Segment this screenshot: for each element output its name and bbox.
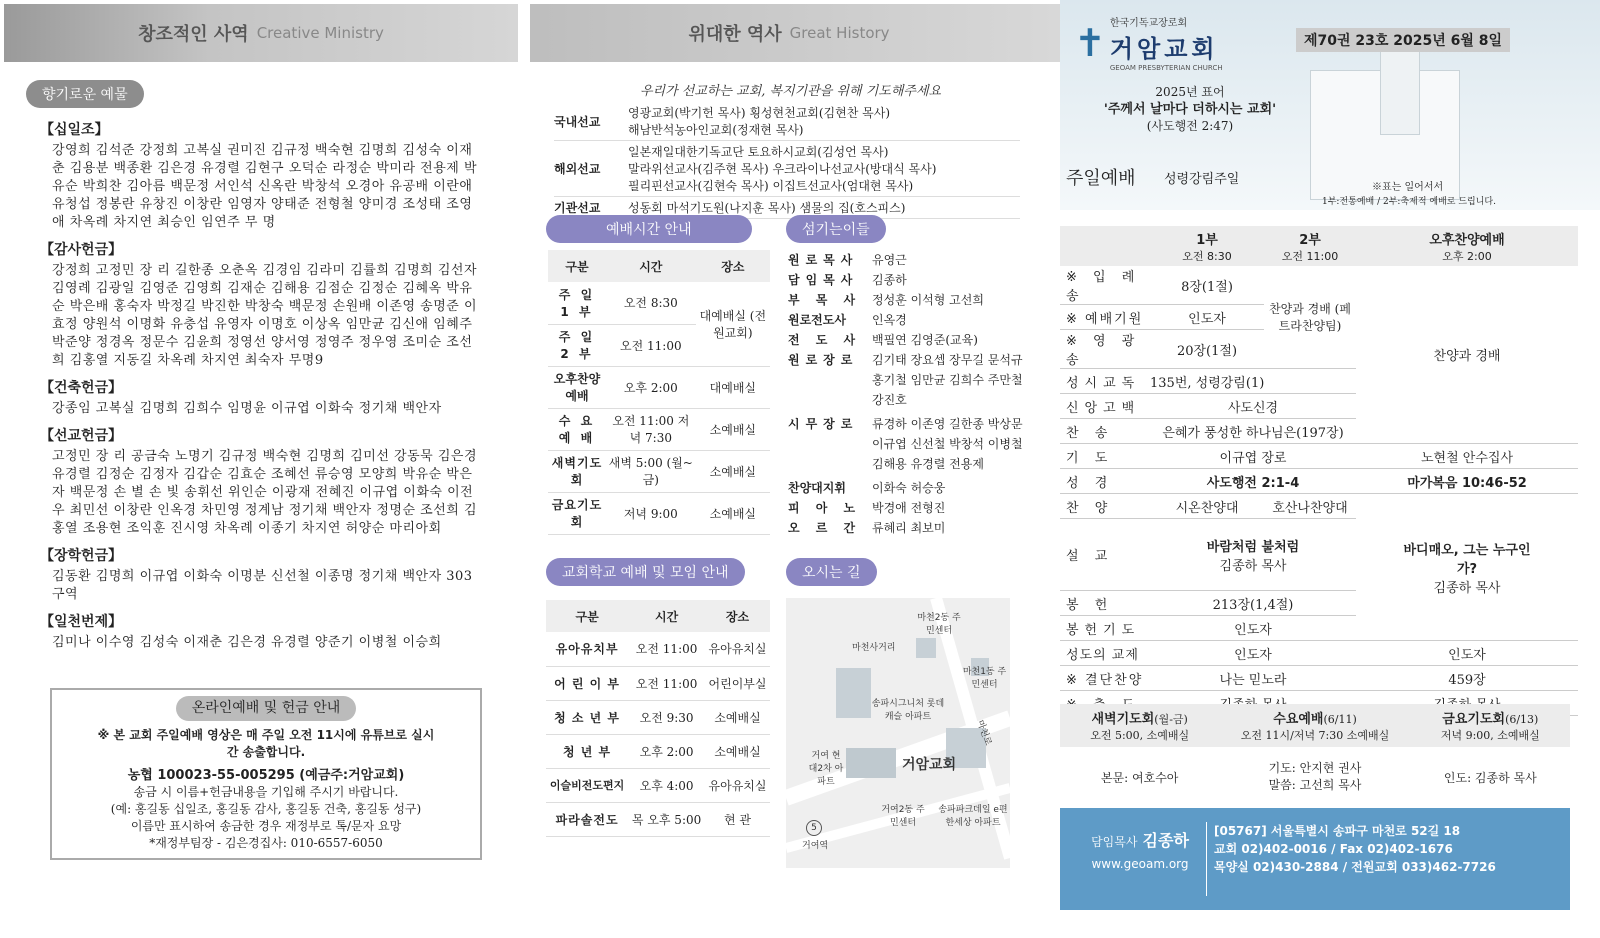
mission-label: 해외선교: [554, 162, 601, 176]
map-label: 거암교회: [902, 757, 957, 773]
staff-label: 전 도 사: [788, 333, 862, 347]
offering-section: [40, 119, 480, 232]
school-time: 목 오후 5:00: [628, 802, 705, 836]
header-ko: 위대한 역사: [688, 24, 782, 45]
issue-info: 제70권 23호 2025년 6월 8일: [1296, 28, 1510, 52]
offering-section-title: 【감사헌금】: [40, 242, 123, 258]
staff-value: 류혜리 최보미: [872, 521, 946, 535]
weekday-title: 수요예배: [1273, 712, 1324, 727]
worship-time: 오후 2:00: [606, 366, 696, 408]
note-stand: ※표는 일어서서: [1372, 182, 1444, 193]
col-time: 오전 8:30: [1182, 249, 1232, 263]
weekday-head: [1060, 704, 1219, 747]
staff-row: [788, 498, 1028, 518]
order-label: ※ 예배기원: [1060, 305, 1150, 330]
section-header: [530, 4, 1060, 62]
staff-row: [788, 250, 1028, 270]
offering-section: [40, 239, 480, 370]
worship-title: 예배시간 안내: [546, 215, 752, 243]
school-name: 청 년 부: [546, 734, 628, 768]
offering-names: 고정민 장 리 공금숙 노명기 김규정 백숙현 김명희 김미선 강동묵 김은경 유경렬 김정순 김정자 김갑순 김효순 조혜선 류승영 모양희 박유순 박은자 백문정 손 별 손 빛 송휘선 위인순 이광재 전혜진 이규엽 이화숙 이전우 최민선 이창란 인옥경 차민영 정계남 정기채 백안자 정명순 조선희 김홍열 조용현 조익훈 진시영 차옥례 이종기 차지연 허양순 마리아회: [52, 449, 478, 536]
sermon-am-preacher: 김종하 목사: [1219, 558, 1287, 574]
weekday-title: 새벽기도회: [1091, 712, 1155, 727]
mission-lines: [628, 199, 905, 216]
col-afternoon: [1356, 226, 1578, 266]
worship-name: 주 일 1 부: [548, 282, 606, 324]
map-label: 송파파크데일 e편한세상 아파트: [938, 805, 1008, 828]
staff-value: 김종하: [872, 273, 907, 287]
col-1bu: [1150, 226, 1264, 266]
map-label: 거여역: [802, 841, 829, 851]
panel-bulletin: [1060, 0, 1600, 938]
motto-ref: (사도행전 2:47): [1146, 119, 1234, 133]
logo-text: [1110, 14, 1223, 72]
staff-row: [788, 414, 1028, 474]
col-2bu: [1264, 226, 1356, 266]
online-line4: *재정부팀장 - 김은경집사: 010-6557-6050: [149, 836, 383, 850]
staff-value: 인옥경: [872, 313, 907, 327]
sermon-am: [1150, 519, 1356, 591]
offering-names: 강정희 고정민 장 리 길한종 오춘옥 김경임 김라미 김률희 김명희 김선자 김영례 김광일 김영준 김영희 김재순 김해용 김점순 김정순 김혜옥 박유순 박은배 홍숙자 박정길 박진한 박창숙 백문정 손원배 이존영 송명준 이효정 양원석 이명화 유충섭 유영자 이명호 이상옥 임만균 김신애 임혜주 박준양 정경옥 정문수 김윤희 정영선 양서영 정영주 정우영 조미순 조선희 김홍열 지동길 차옥례 차지연 최숙자 무명9: [52, 263, 478, 368]
school-name: 청 소 년 부: [546, 700, 628, 734]
worship-place: 대예배실: [696, 366, 770, 408]
order-value-pm: 마가복음 10:46-52: [1356, 469, 1578, 494]
order-value: 135번, 성령강림(1): [1150, 369, 1356, 394]
weekday-head: [1411, 704, 1570, 747]
worship-place: 소예배실: [696, 408, 770, 450]
weekday-info: 기도: 안지현 권사: [1268, 761, 1362, 775]
mission-row: [554, 102, 1020, 141]
school-time: 오전 11:00: [628, 666, 705, 700]
offering-names: 강영희 김석준 강정희 고복실 권미진 김규정 백숙현 김명희 김성숙 이재춘 김용분 백종환 김은경 유경렬 김현구 오덕순 라정순 박미라 전용제 박유순 박희찬 김아름 백문정 서인석 신옥란 박창석 오경아 유공배 이란애 유청섭 정봉란 유창진 이창란 임영자 양태준 전형철 양미경 조성태 조영애 차옥례 차지연 최승인 임연주 무 명: [52, 143, 478, 230]
order-value: 은혜가 풍성한 하나님은(197장): [1150, 419, 1356, 444]
logo-small: 한국기독교장로회: [1109, 18, 1188, 29]
weekday-info: 본문: 여호수아: [1100, 771, 1179, 785]
school-place: 소예배실: [705, 700, 770, 734]
mission-line: 필리핀선교사(김현숙 목사) 이집트선교사(엄대현 목사): [628, 179, 914, 193]
col-title: 오후찬양예배: [1429, 232, 1505, 248]
col-title: 1부: [1196, 232, 1218, 248]
note-style: 1부:전통예배 / 2부:축제적 예배로 드립니다.: [1322, 197, 1496, 207]
map-label: 마천로: [974, 719, 993, 747]
order-value-pm: 459장: [1356, 666, 1578, 691]
school-name: 파라솔전도: [546, 802, 628, 836]
offering-section-title: 【일천번제】: [40, 614, 123, 630]
weekday-days: (월-금): [1154, 713, 1188, 726]
order-label: 신앙고백: [1060, 394, 1150, 419]
sermon-pm-preacher: 김종하 목사: [1433, 580, 1501, 596]
order-label: 찬 양: [1060, 494, 1150, 519]
offering-section: [40, 611, 480, 652]
worship-time: 오전 8:30: [606, 282, 696, 324]
map-label: 마천1동 주민센터: [962, 667, 1007, 690]
afternoon-merge: 찬양과 경배: [1356, 266, 1578, 444]
col-time: 오전 11:00: [1281, 249, 1339, 263]
order-value: 시온찬양대: [1150, 494, 1264, 519]
mission-line: 일본재일대한기독교단 토요하시교회(김성언 목사): [628, 145, 889, 159]
worship-table: [548, 250, 770, 535]
map-label: 거여2동 주민센터: [881, 805, 925, 828]
school-name: 유아유치부: [546, 632, 628, 666]
mission-row: [554, 141, 1020, 197]
motto-text: '주께서 날마다 더하시는 교회': [1103, 102, 1277, 117]
worship-name: 오후찬양예배: [548, 366, 606, 408]
service-title: 주일예배: [1066, 168, 1136, 189]
offering-section: [40, 377, 480, 418]
staff-row: [788, 478, 1028, 498]
order-value: 사도신경: [1150, 394, 1356, 419]
mission-line: 해남반석농아인교회(정재현 목사): [628, 123, 804, 137]
service-sub: 성령강림주일: [1164, 172, 1240, 187]
church-tower: [1380, 45, 1420, 135]
contact-footer: [1060, 808, 1570, 910]
school-place: 유아유치실: [705, 632, 770, 666]
online-title: 온라인예배 및 헌금 안내: [176, 696, 357, 721]
worship-place: 대예배실 (전원교회): [696, 282, 770, 366]
order-label: 봉 헌: [1060, 591, 1150, 616]
staff-value: 박경애 전형진: [872, 501, 946, 515]
header-en: Creative Ministry: [256, 24, 384, 42]
staff-row: [788, 330, 1028, 350]
online-line2: (예: 홍길동 십일조, 홍길동 감사, 홍길동 건축, 홍길동 성구): [110, 802, 422, 816]
offering-section-title: 【건축헌금】: [40, 380, 123, 396]
order-label: ※ 영 광 송: [1060, 330, 1150, 369]
staff-value: 유영근: [872, 253, 907, 267]
staff-label: 피 아 노: [788, 501, 862, 515]
header-en: Great History: [789, 24, 890, 42]
panel-history: [530, 0, 1060, 938]
motto-year: 2025년 표어: [1155, 85, 1225, 99]
school-place: 어린이부실: [705, 666, 770, 700]
online-line1: 송금 시 이름+헌금내용을 기입해 주시기 바랍니다.: [133, 785, 399, 799]
phone: 교회 02)402-0016 / Fax 02)402-1676: [1214, 842, 1453, 856]
weekday-head: [1219, 704, 1410, 747]
staff-value: 정성훈 이석형 고선희: [872, 293, 984, 307]
school-name: 이슬비전도편지: [546, 768, 628, 802]
map-label: 마천사거리: [852, 643, 896, 653]
school-place: 소예배실: [705, 734, 770, 768]
staff-pill-wrap: [786, 215, 886, 243]
school-time: 오전 11:00: [628, 632, 705, 666]
weekday-info: 말씀: 고선희 목사: [1268, 778, 1362, 792]
col-head: 시간: [606, 250, 696, 282]
weekday-time: 오전 11시/저녁 7:30 소예배실: [1240, 729, 1390, 742]
staff-title: 섬기는이들: [786, 215, 886, 243]
header-ko: 창조적인 사역: [138, 24, 249, 45]
map-title: 오시는 길: [786, 558, 877, 586]
pastor-name: 김종하: [1142, 831, 1189, 850]
worship-time: 오전 11:00 저녁 7:30: [606, 408, 696, 450]
order-value: 사도행전 2:1-4: [1150, 469, 1356, 494]
offering-names: 강종임 고복실 김명희 김희수 임명윤 이규엽 이화숙 정기채 백안자: [52, 401, 442, 416]
cross-icon: ✝: [1074, 21, 1106, 65]
pastor-line: [1080, 828, 1200, 851]
order-value: 나는 믿노라: [1150, 666, 1356, 691]
map-label: 거여 현대2차 아파트: [808, 751, 844, 787]
col-time: 오후 2:00: [1442, 249, 1492, 263]
motto: [1060, 84, 1320, 135]
worship-time: 새벽 5:00 (월~금): [606, 450, 696, 492]
order-label: ※ 결단찬양: [1060, 666, 1150, 691]
order-label: 성도의 교제: [1060, 641, 1150, 666]
sermon-am-title: 바람처럼 불처럼: [1206, 539, 1300, 555]
school-place: 유아유치실: [705, 768, 770, 802]
sermon-pm: [1356, 494, 1578, 641]
offering-names: 김미나 이수영 김성숙 이재춘 김은경 유경렬 양준기 이병철 이승희: [52, 635, 442, 650]
offering-title: 향기로운 예물: [26, 80, 144, 108]
weekday-col: [1219, 704, 1410, 800]
weekday-days: (6/11): [1323, 713, 1357, 726]
school-name: 어 린 이 부: [546, 666, 628, 700]
map-label: 5: [806, 820, 822, 836]
school-title: 교회학교 예배 및 모임 안내: [546, 558, 745, 586]
church-logo: [1074, 14, 1223, 72]
worship-place: 소예배실: [696, 492, 770, 534]
mission-line: 말라위선교사(김주현 목사) 우크라이나선교사(방대식 목사): [628, 162, 937, 176]
website-link[interactable]: www.geoam.org: [1091, 857, 1189, 871]
staff-row: [788, 518, 1028, 538]
mission-lines: [628, 143, 936, 194]
staff-row: [788, 350, 1028, 410]
staff-value: 이화숙 허승웅: [872, 481, 946, 495]
staff-row: [788, 310, 1028, 330]
weekday-title: 금요기도회: [1442, 712, 1506, 727]
offering-names: 김동환 김명희 이규엽 이화숙 이명분 신선철 이종명 정기채 백안자 303구역: [52, 569, 473, 602]
worship-place: 소예배실: [696, 450, 770, 492]
section-header: [4, 4, 518, 62]
staff-label: 담임목사: [788, 273, 859, 287]
col-title: 2부: [1299, 232, 1321, 248]
directions-map: [786, 598, 1010, 868]
map-pill-wrap: [786, 558, 877, 586]
offering-list: [40, 112, 480, 652]
handwritten-note: 우리가 선교하는 교회, 복지기관을 위해 기도해주세요: [640, 84, 942, 99]
praise-merge: 찬양과 경배 (페트라찬양팀): [1264, 266, 1356, 369]
order-value: 20장(1절): [1150, 330, 1264, 369]
order-value: 인도자: [1150, 616, 1356, 641]
staff-label: 오 르 간: [788, 521, 862, 535]
order-value: 이규엽 장로: [1150, 444, 1356, 469]
map-label: 송파시그니처 롯데캐슬 아파트: [871, 699, 945, 722]
order-label: 성 경: [1060, 469, 1150, 494]
order-label: 설 교: [1060, 519, 1150, 591]
phone2: 목양실 02)430-2884 / 전원교회 033)462-7726: [1214, 860, 1496, 874]
staff-value: 김기태 장요셉 장무길 문석규 홍기철 임만균 김희수 주만철 강진호: [872, 353, 1023, 407]
weekday-col: [1411, 704, 1570, 800]
order-of-service: [1060, 226, 1578, 716]
worship-name: 주 일 2 부: [548, 324, 606, 366]
staff-label: 원로목사: [788, 253, 859, 267]
weekday-time: 저녁 9:00, 소예배실: [1440, 729, 1540, 742]
order-label: 찬 송: [1060, 419, 1150, 444]
staff-list: [788, 250, 1028, 538]
contact-info: [1214, 822, 1496, 876]
order-value: 213장(1,4절): [1150, 591, 1356, 616]
staff-label: 시무장로: [788, 417, 859, 431]
offering-section-title: 【십일조】: [40, 122, 109, 138]
staff-label: 부 목 사: [788, 293, 862, 307]
offering-section: [40, 425, 480, 538]
pastor-label: 담임목사: [1091, 835, 1138, 849]
panel-offerings: [0, 0, 530, 938]
col-head: 장소: [696, 250, 770, 282]
logo-name: 거암교회: [1109, 35, 1219, 63]
weekday-services: [1060, 704, 1570, 800]
col-head: 장소: [705, 600, 770, 632]
weekday-col: [1060, 704, 1219, 800]
pastor-block: [1080, 828, 1200, 871]
worship-name: 금요기도회: [548, 492, 606, 534]
staff-label: 원로전도사: [788, 313, 846, 327]
worship-name: 수 요 예 배: [548, 408, 606, 450]
online-line3: 이름만 표시하여 송금한 경우 재정부로 톡/문자 요망: [130, 819, 402, 833]
mission-lines: [628, 104, 890, 138]
offering-section: [40, 545, 480, 604]
worship-time: 오전 11:00: [606, 324, 696, 366]
worship-time: 저녁 9:00: [606, 492, 696, 534]
school-pill-wrap: [546, 558, 745, 586]
school-time: 오후 2:00: [628, 734, 705, 768]
order-value: 8장(1절): [1150, 266, 1264, 305]
logo-en: GEOAM PRESBYTERIAN CHURCH: [1109, 64, 1223, 72]
school-table: [546, 600, 770, 837]
staff-label: 찬양대지휘: [788, 481, 846, 495]
order-label: 봉헌기도: [1060, 616, 1150, 641]
weekday-time: 오전 5:00, 소예배실: [1090, 729, 1190, 742]
school-time: 오후 4:00: [628, 768, 705, 802]
mission-line: 성동회 마석기도원(나지훈 목사) 샘물의 집(호스피스): [628, 201, 906, 215]
school-time: 오전 9:30: [628, 700, 705, 734]
weekday-days: (6/13): [1505, 713, 1539, 726]
offering-section-title: 【선교헌금】: [40, 428, 123, 444]
offering-pill-wrap: [26, 80, 144, 108]
staff-row: [788, 270, 1028, 290]
staff-value: 류경하 이존영 길한종 박상문 이규엽 신선철 박창석 이병철 김해용 유경렬 전용제: [872, 417, 1023, 471]
order-value-2bu: 호산나찬양대: [1264, 494, 1356, 519]
contact-divider: [1206, 822, 1207, 896]
staff-row: [788, 290, 1028, 310]
col-label-head: [1060, 226, 1150, 266]
mission-label: 국내선교: [554, 114, 601, 129]
bank-account: 농협 100023-55-005295 (예금주:거암교회): [127, 768, 405, 783]
offering-section-title: 【장학헌금】: [40, 548, 123, 564]
order-label: ※ 입 례 송: [1060, 266, 1150, 305]
order-label: 성시교독: [1060, 369, 1150, 394]
mission-line: 영광교회(박기헌 목사) 횡성현천교회(김현찬 목사): [628, 106, 891, 120]
weekday-info: 인도: 김종하 목사: [1443, 771, 1537, 785]
school-place: 현 관: [705, 802, 770, 836]
order-value: 인도자: [1150, 641, 1356, 666]
online-box: [50, 688, 482, 860]
map-label: 마천2동 주민센터: [917, 613, 961, 636]
col-head: 구분: [548, 250, 606, 282]
address: [05767] 서울특별시 송파구 마천로 52길 18: [1214, 824, 1461, 838]
col-head: 시간: [628, 600, 705, 632]
order-value-pm: 노현철 안수집사: [1356, 444, 1578, 469]
mission-list: [554, 102, 1020, 219]
order-value: 인도자: [1150, 305, 1264, 330]
worship-pill-wrap: [546, 215, 752, 243]
order-value-pm: 인도자: [1356, 641, 1578, 666]
col-head: 구분: [546, 600, 628, 632]
sermon-pm-title: 바디매오, 그는 누구인가?: [1403, 542, 1531, 577]
order-label: 기 도: [1060, 444, 1150, 469]
worship-name: 새벽기도회: [548, 450, 606, 492]
staff-value: 백필연 김영준(교육): [872, 333, 978, 347]
online-notice: ※ 본 교회 주일예배 영상은 매 주일 오전 11시에 유튜브로 실시간 송출합니다.: [97, 728, 435, 759]
staff-label: 원로장로: [788, 353, 859, 367]
mission-label: 기관선교: [554, 201, 601, 215]
